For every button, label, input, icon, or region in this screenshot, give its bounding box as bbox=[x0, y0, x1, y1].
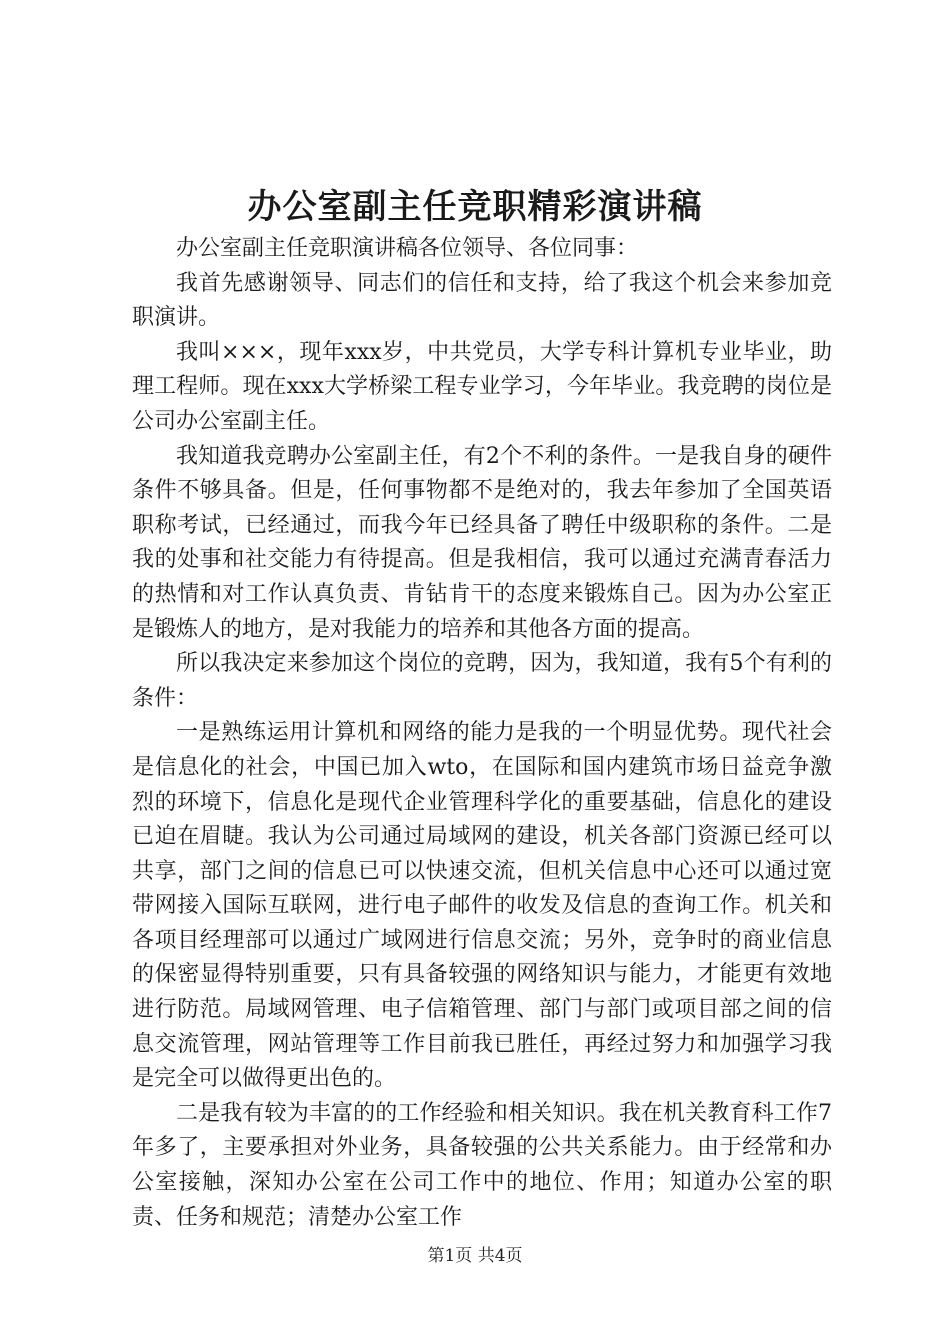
paragraph-advantage-two: 二是我有较为丰富的的工作经验和相关知识。我在机关教育科工作7年多了，主要承担对外业务，具备较强的公共关系能力。由于经常和办公室接触，深知办公室在公司工作中的地位、作用；知道办公室的职责、任务和规范；清楚办公室工作 bbox=[132, 1100, 832, 1230]
paragraph-decision: 所以我决定来参加这个岗位的竞聘，因为，我知道，我有5个有利的条件： bbox=[132, 651, 832, 711]
paragraph-disadvantages: 我知道我竞聘办公室副主任，有2个不利的条件。一是我自身的硬件条件不够具备。但是，任何事物都不是绝对的，我去年参加了全国英语职称考试，已经通过，而我今年已经具备了聘任中级职称的条件。二是我的处事和社交能力有待提高。但是我相信，我可以通过充满青春活力的热情和对工作认真负责、肯钻肯干的态度来锻炼自己。因为办公室正是锻炼人的地方，是对我能力的培养和其他各方面的提高。 bbox=[132, 443, 832, 642]
document-body bbox=[132, 232, 832, 1235]
paragraph-thanks: 我首先感谢领导、同志们的信任和支持，给了我这个机会来参加竞职演讲。 bbox=[132, 270, 832, 331]
paragraph-salutation: 办公室副主任竞职演讲稿各位领导、各位同事： bbox=[176, 236, 639, 261]
paragraph-advantage-one: 一是熟练运用计算机和网络的能力是我的一个明显优势。现代社会是信息化的社会，中国已加入wto，在国际和国内建筑市场日益竞争激烈的环境下，信息化是现代企业管理科学化的重要基础，信息化的建设已迫在眉睫。我认为公司通过局域网的建设，机关各部门资源已经可以共享，部门之间的信息已可以快速交流，但机关信息中心还可以通过宽带网接入国际互联网，进行电子邮件的收发及信息的查询工作。机关和各项目经理部可以通过广域网进行信息交流；另外，竞争时的商业信息的保密显得特别重要，只有具备较强的网络知识与能力，才能更有效地进行防范。局域网管理、电子信箱管理、部门与部门或项目部之间的信息交流管理，网站管理等工作目前我已胜任，再经过努力和加强学习我是完全可以做得更出色的。 bbox=[132, 720, 832, 1092]
document-title: 办公室副主任竞职精彩演讲稿 bbox=[247, 187, 703, 227]
page-number-footer: 第1页 共4页 bbox=[427, 1246, 523, 1266]
paragraph-introduction: 我叫×××，现年xxx岁，中共党员，大学专科计算机专业毕业，助理工程师。现在xxx大学桥梁工程专业学习，今年毕业。我竞聘的岗位是公司办公室副主任。 bbox=[132, 339, 832, 434]
